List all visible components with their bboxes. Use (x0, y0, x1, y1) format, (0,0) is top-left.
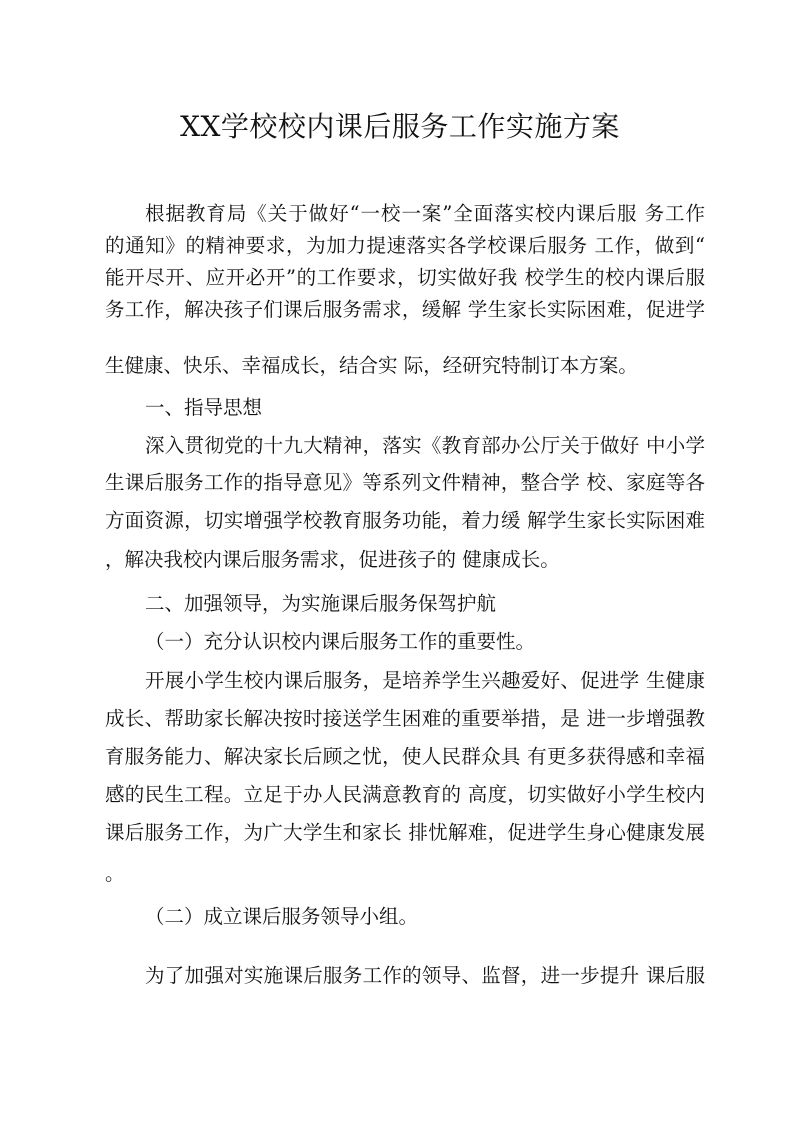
paragraph-line: 能开尽开、应开必开”的工作要求，切实做好我 校学生的校内课后服 (105, 266, 705, 289)
paragraph-line: 开展小学生校内课后服务，是培养学生兴趣爱好、促进学 生健康 (145, 669, 705, 692)
subsection-heading: （一）充分认识校内课后服务工作的重要性。 (145, 630, 536, 653)
paragraph-line: ，解决我校内课后服务需求，促进孩子的 健康成长。 (105, 548, 560, 571)
paragraph-line: 课后服务工作，为广大学生和家长 排忧解难，促进学生身心健康发展 (105, 821, 705, 844)
paragraph-line: 育服务能力、解决家长后顾之忧，使人民群众具 有更多获得感和幸福 (105, 745, 705, 768)
paragraph-line: 根据教育局《关于做好“一校一案”全面落实校内课后服 务工作 (145, 202, 705, 225)
section-heading: 二、加强领导，为实施课后服务保驾护航 (145, 592, 497, 615)
paragraph-line: 生课后服务工作的指导意见》等系列文件精神，整合学 校、家庭等各 (105, 471, 705, 494)
paragraph-line: 深入贯彻党的十九大精神，落实《教育部办公厅关于做好 中小学 (145, 434, 705, 457)
subsection-heading: （二）成立课后服务领导小组。 (145, 905, 419, 928)
paragraph-line: 。 (105, 862, 125, 885)
paragraph-line: 为了加强对实施课后服务工作的领导、监督，进一步提升 课后服 (145, 964, 705, 987)
paragraph-line: 生健康、快乐、幸福成长，结合实 际，经研究特制订本方案。 (105, 354, 638, 377)
section-heading: 一、指导思想 (145, 396, 263, 419)
paragraph-line: 感的民生工程。立足于办人民满意教育的 高度，切实做好小学生校内 (105, 783, 705, 806)
paragraph-line: 的通知》的精神要求，为加力提速落实各学校课后服务 工作，做到“ (105, 234, 705, 257)
document-title: XX学校校内课后服务工作实施方案 (180, 110, 620, 143)
paragraph-line: 方面资源，切实增强学校教育服务功能，着力缓 解学生家长实际困难 (105, 509, 705, 532)
paragraph-line: 成长、帮助家长解决按时接送学生困难的重要举措，是 进一步增强教 (105, 707, 705, 730)
paragraph-line: 务工作，解决孩子们课后服务需求，缓解 学生家长实际困难，促进学 (105, 298, 705, 321)
